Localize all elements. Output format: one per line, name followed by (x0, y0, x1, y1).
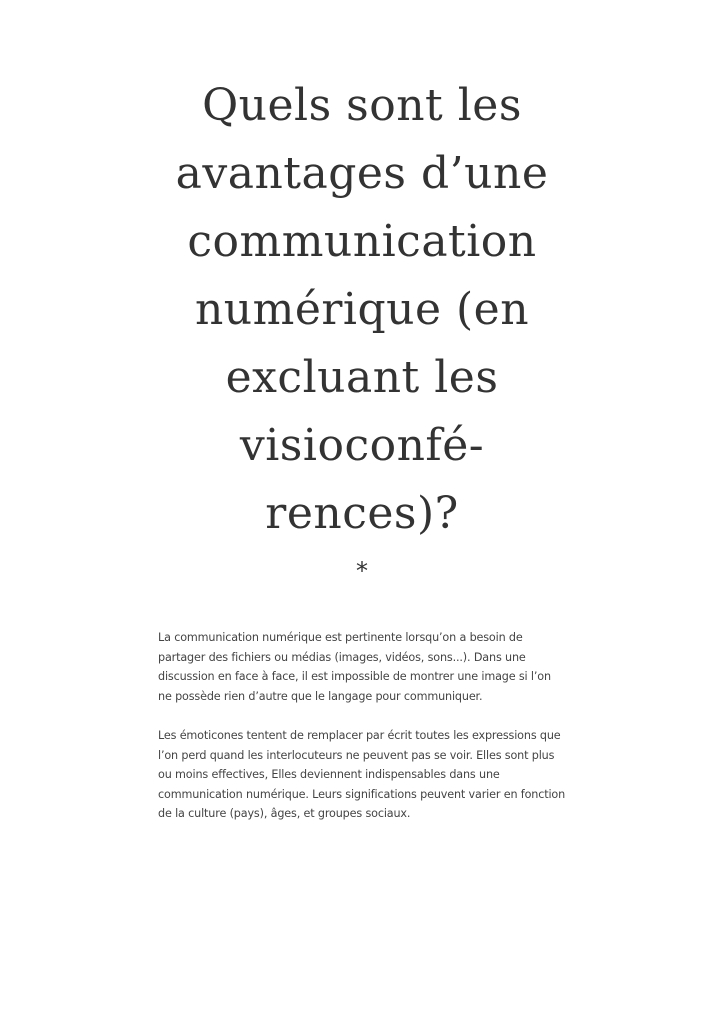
title-line: visioconfé- (239, 420, 485, 471)
paragraph-emoticons (158, 726, 598, 824)
text-line: de la culture (pays), âges, et groupes sociaux. (158, 807, 411, 820)
paragraph-file-sharing (158, 628, 598, 706)
title-line: Quels sont les (202, 80, 522, 131)
page-title (112, 72, 612, 548)
text-line: La communication numérique est pertinente lorsqu’on a besoin de (158, 631, 523, 644)
text-line: ne possède rien d’autre que le langage pour communiquer. (158, 689, 483, 703)
text-line: communication numérique. Leurs significations peuvent varier en fonction (158, 787, 566, 801)
text-line: discussion en face à face, il est impossible de montrer une image si l’on (158, 670, 551, 683)
title-line: avantages d’une (175, 148, 549, 199)
title-line: rences)? (265, 488, 459, 539)
body-text (158, 628, 598, 844)
asterisk-separator: * (356, 557, 368, 585)
text-line: ou moins effectives, Elles deviennent indispensables dans une (158, 768, 500, 781)
title-line: numérique (en (194, 284, 530, 335)
title-line: excluant les (225, 352, 499, 403)
text-line: l’on perd quand les interlocuteurs ne peuvent pas se voir. Elles sont plus (158, 748, 555, 762)
title-line: communication (187, 216, 537, 267)
text-line: partager des fichiers ou médias (images, vidéos, sons...). Dans une (158, 650, 526, 664)
text-line: Les émoticones tentent de remplacer par écrit toutes les expressions que (158, 729, 561, 742)
